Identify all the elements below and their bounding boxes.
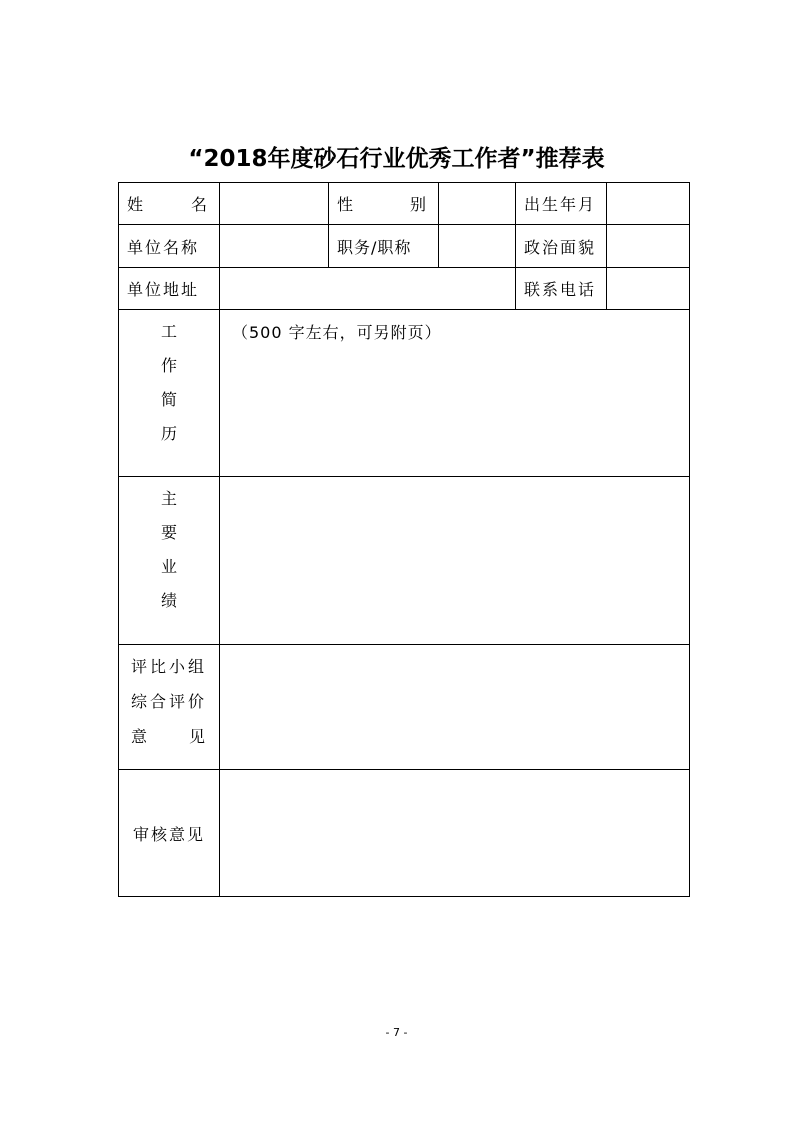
name-label-char-1: 姓 bbox=[127, 195, 144, 214]
form-row-achievements bbox=[119, 477, 690, 645]
phone-label: 联系电话 bbox=[516, 268, 607, 310]
unit-name-field[interactable] bbox=[220, 225, 329, 268]
political-label: 政治面貌 bbox=[516, 225, 607, 268]
form-row-evaluation bbox=[119, 645, 690, 770]
position-field[interactable] bbox=[439, 225, 516, 268]
form-row-work-history bbox=[119, 310, 690, 477]
evaluation-label-line-1: 评比小组 bbox=[131, 657, 208, 676]
review-label: 审核意见 bbox=[119, 770, 220, 897]
work-history-label-char-4: 历 bbox=[160, 424, 177, 443]
review-field[interactable] bbox=[220, 770, 690, 897]
work-history-label bbox=[119, 310, 220, 477]
form-row-basic-3 bbox=[119, 268, 690, 310]
name-field[interactable] bbox=[220, 183, 329, 225]
political-field[interactable] bbox=[607, 225, 690, 268]
form-row-basic-1 bbox=[119, 183, 690, 225]
gender-label-char-2: 别 bbox=[409, 195, 426, 214]
work-history-note: （500 字左右，可另附页） bbox=[232, 323, 442, 342]
phone-field[interactable] bbox=[607, 268, 690, 310]
achievements-label-char-2: 要 bbox=[160, 523, 177, 542]
evaluation-label bbox=[119, 645, 220, 770]
birth-field[interactable] bbox=[607, 183, 690, 225]
address-field[interactable] bbox=[220, 268, 516, 310]
unit-name-label: 单位名称 bbox=[119, 225, 220, 268]
document-title: “2018年度砂石行业优秀工作者”推荐表 bbox=[188, 146, 605, 172]
birth-label: 出生年月 bbox=[516, 183, 607, 225]
position-label: 职务/职称 bbox=[329, 225, 439, 268]
page-number: - 7 - bbox=[385, 1026, 408, 1039]
evaluation-label-line-2: 综合评价 bbox=[131, 692, 208, 711]
address-label: 单位地址 bbox=[119, 268, 220, 310]
recommendation-form bbox=[118, 182, 690, 897]
evaluation-label-char-a: 意 bbox=[131, 727, 148, 746]
achievements-field[interactable] bbox=[220, 477, 690, 645]
achievements-label-char-4: 绩 bbox=[160, 591, 177, 610]
achievements-label bbox=[119, 477, 220, 645]
achievements-label-char-3: 业 bbox=[160, 557, 177, 576]
form-row-review bbox=[119, 770, 690, 897]
achievements-label-char-1: 主 bbox=[160, 489, 177, 508]
work-history-label-char-2: 作 bbox=[160, 356, 177, 375]
evaluation-field[interactable] bbox=[220, 645, 690, 770]
gender-label-char-1: 性 bbox=[337, 195, 354, 214]
work-history-label-char-3: 简 bbox=[160, 390, 177, 409]
evaluation-label-char-b: 见 bbox=[188, 727, 205, 746]
gender-label-cell bbox=[329, 183, 439, 225]
gender-field[interactable] bbox=[439, 183, 516, 225]
form-row-basic-2 bbox=[119, 225, 690, 268]
work-history-field[interactable] bbox=[220, 310, 690, 477]
name-label-cell bbox=[119, 183, 220, 225]
name-label-char-2: 名 bbox=[190, 195, 207, 214]
work-history-label-char-1: 工 bbox=[160, 322, 177, 341]
